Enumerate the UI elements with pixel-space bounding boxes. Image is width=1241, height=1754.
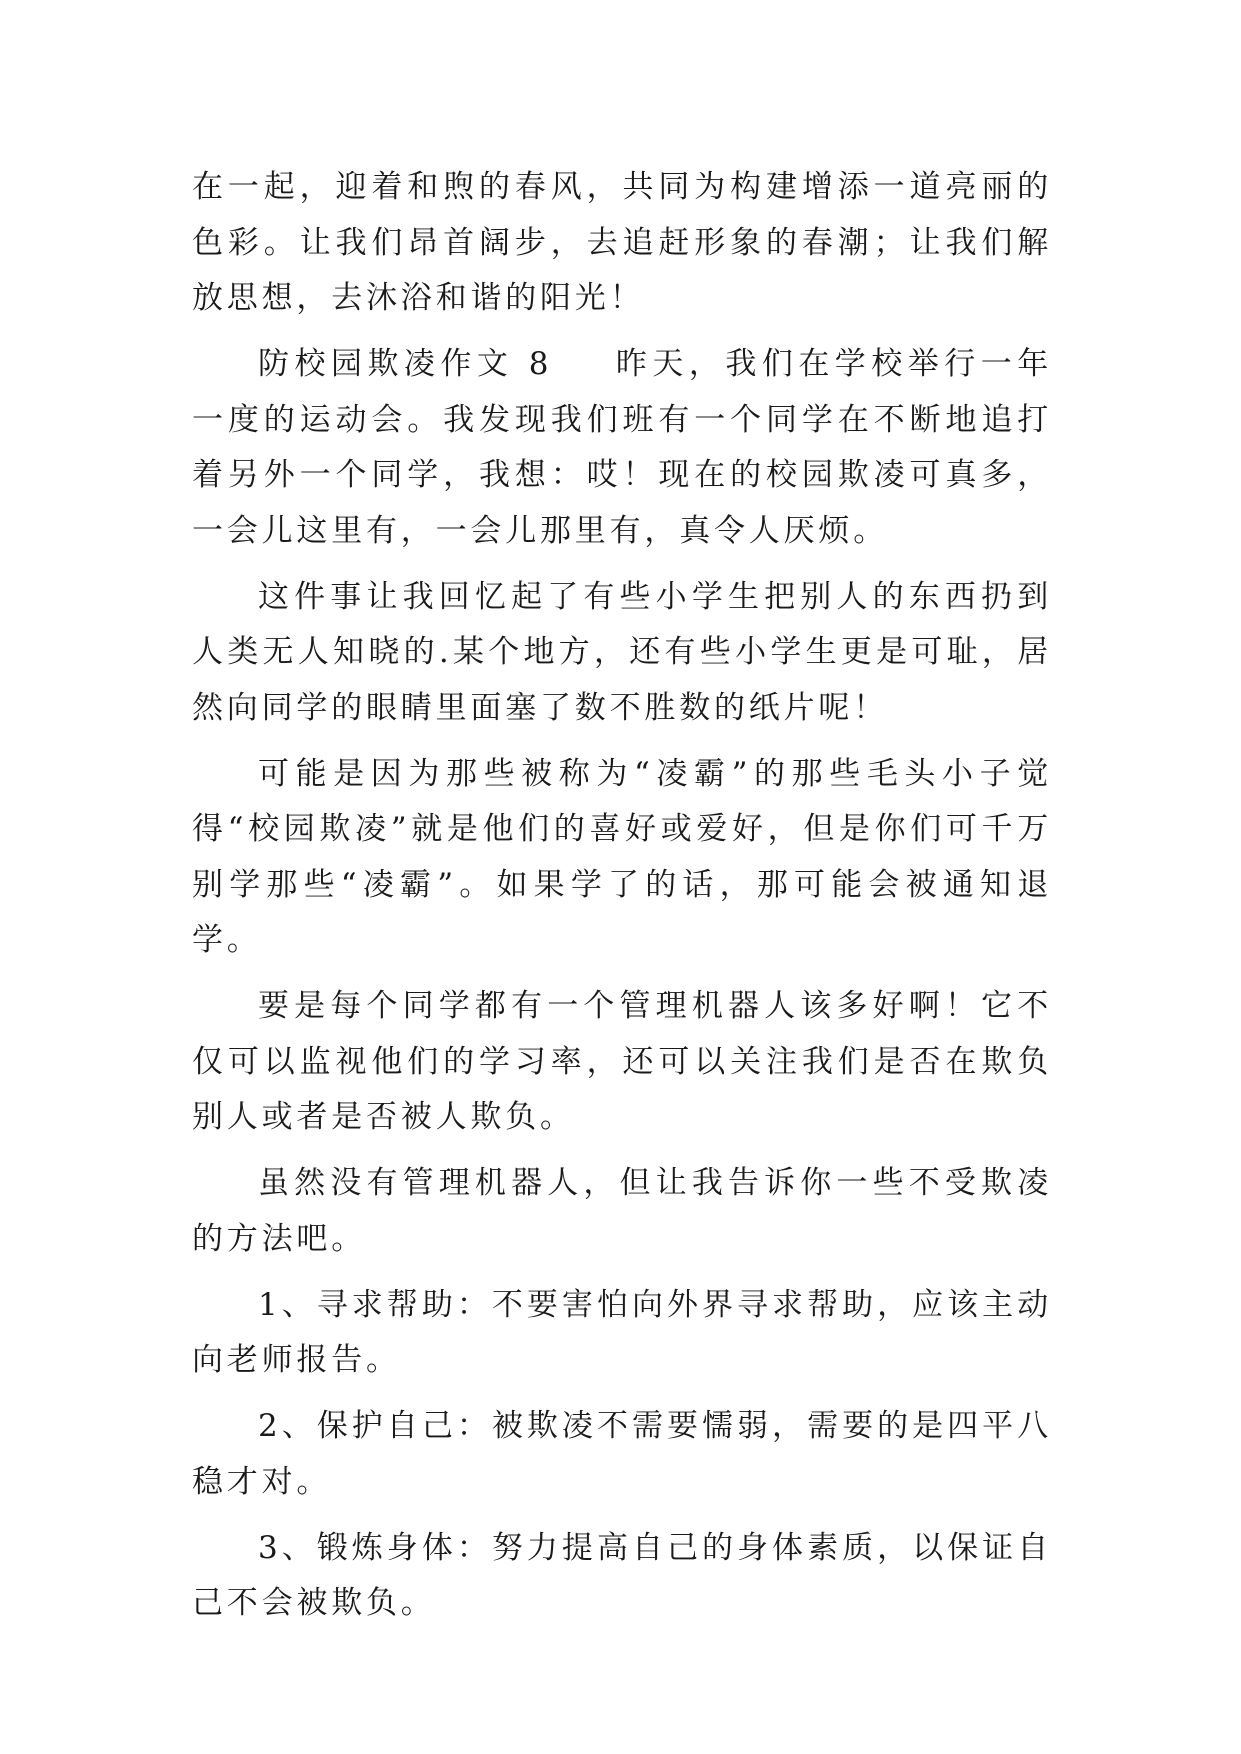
essay-heading: 防校园欺凌作文 8: [258, 346, 553, 382]
paragraph-3: [192, 570, 1052, 737]
paragraph-4: [192, 747, 1052, 969]
paragraph-text: 虽然没有管理机器人，但让我告诉你一些不受欺凌的方法吧。: [192, 1165, 1052, 1257]
paragraph-text: 可能是因为那些被称为“凌霸”的那些毛头小子觉得“校园欺凌”就是他们的喜好或爱好，但是你们可千万别学那些“凌霸”。如果学了的话，那可能会被通知退学。: [192, 755, 1052, 958]
paragraph-5: [192, 979, 1052, 1146]
paragraph-text: 1、寻求帮助：不要害怕向外界寻求帮助，应该主动向老师报告。: [192, 1286, 1052, 1378]
paragraph-text: 这件事让我回忆起了有些小学生把别人的东西扔到人类无人知晓的.某个地方，还有些小学生更是可耻，居然向同学的眼睛里面塞了数不胜数的纸片呢！: [192, 578, 1052, 726]
paragraph-text: 3、锻炼身体：努力提高自己的身体素质，以保证自己不会被欺负。: [192, 1529, 1052, 1621]
paragraph-text: 昨天，我们在学校举行一年一度的运动会。我发现我们班有一个同学在不断地追打着另外一个同学，我想：哎！现在的校园欺凌可真多，一会儿这里有，一会儿那里有，真令人厌烦。: [192, 346, 1052, 549]
document-body: [192, 160, 1052, 1642]
list-item-2: [192, 1399, 1052, 1510]
paragraph-1: [192, 160, 1052, 327]
list-item-1: [192, 1278, 1052, 1389]
paragraph-text: 2、保护自己：被欺凌不需要懦弱，需要的是四平八稳才对。: [192, 1408, 1052, 1500]
paragraph-text: 在一起，迎着和煦的春风，共同为构建增添一道亮丽的色彩。让我们昂首阔步，去追赶形象的春潮；让我们解放思想，去沐浴和谐的阳光！: [192, 169, 1052, 316]
paragraph-2: [192, 337, 1052, 559]
list-item-3: [192, 1521, 1052, 1632]
paragraph-text: 要是每个同学都有一个管理机器人该多好啊！它不仅可以监视他们的学习率，还可以关注我们是否在欺负别人或者是否被人欺负。: [192, 988, 1052, 1135]
paragraph-6: [192, 1156, 1052, 1267]
